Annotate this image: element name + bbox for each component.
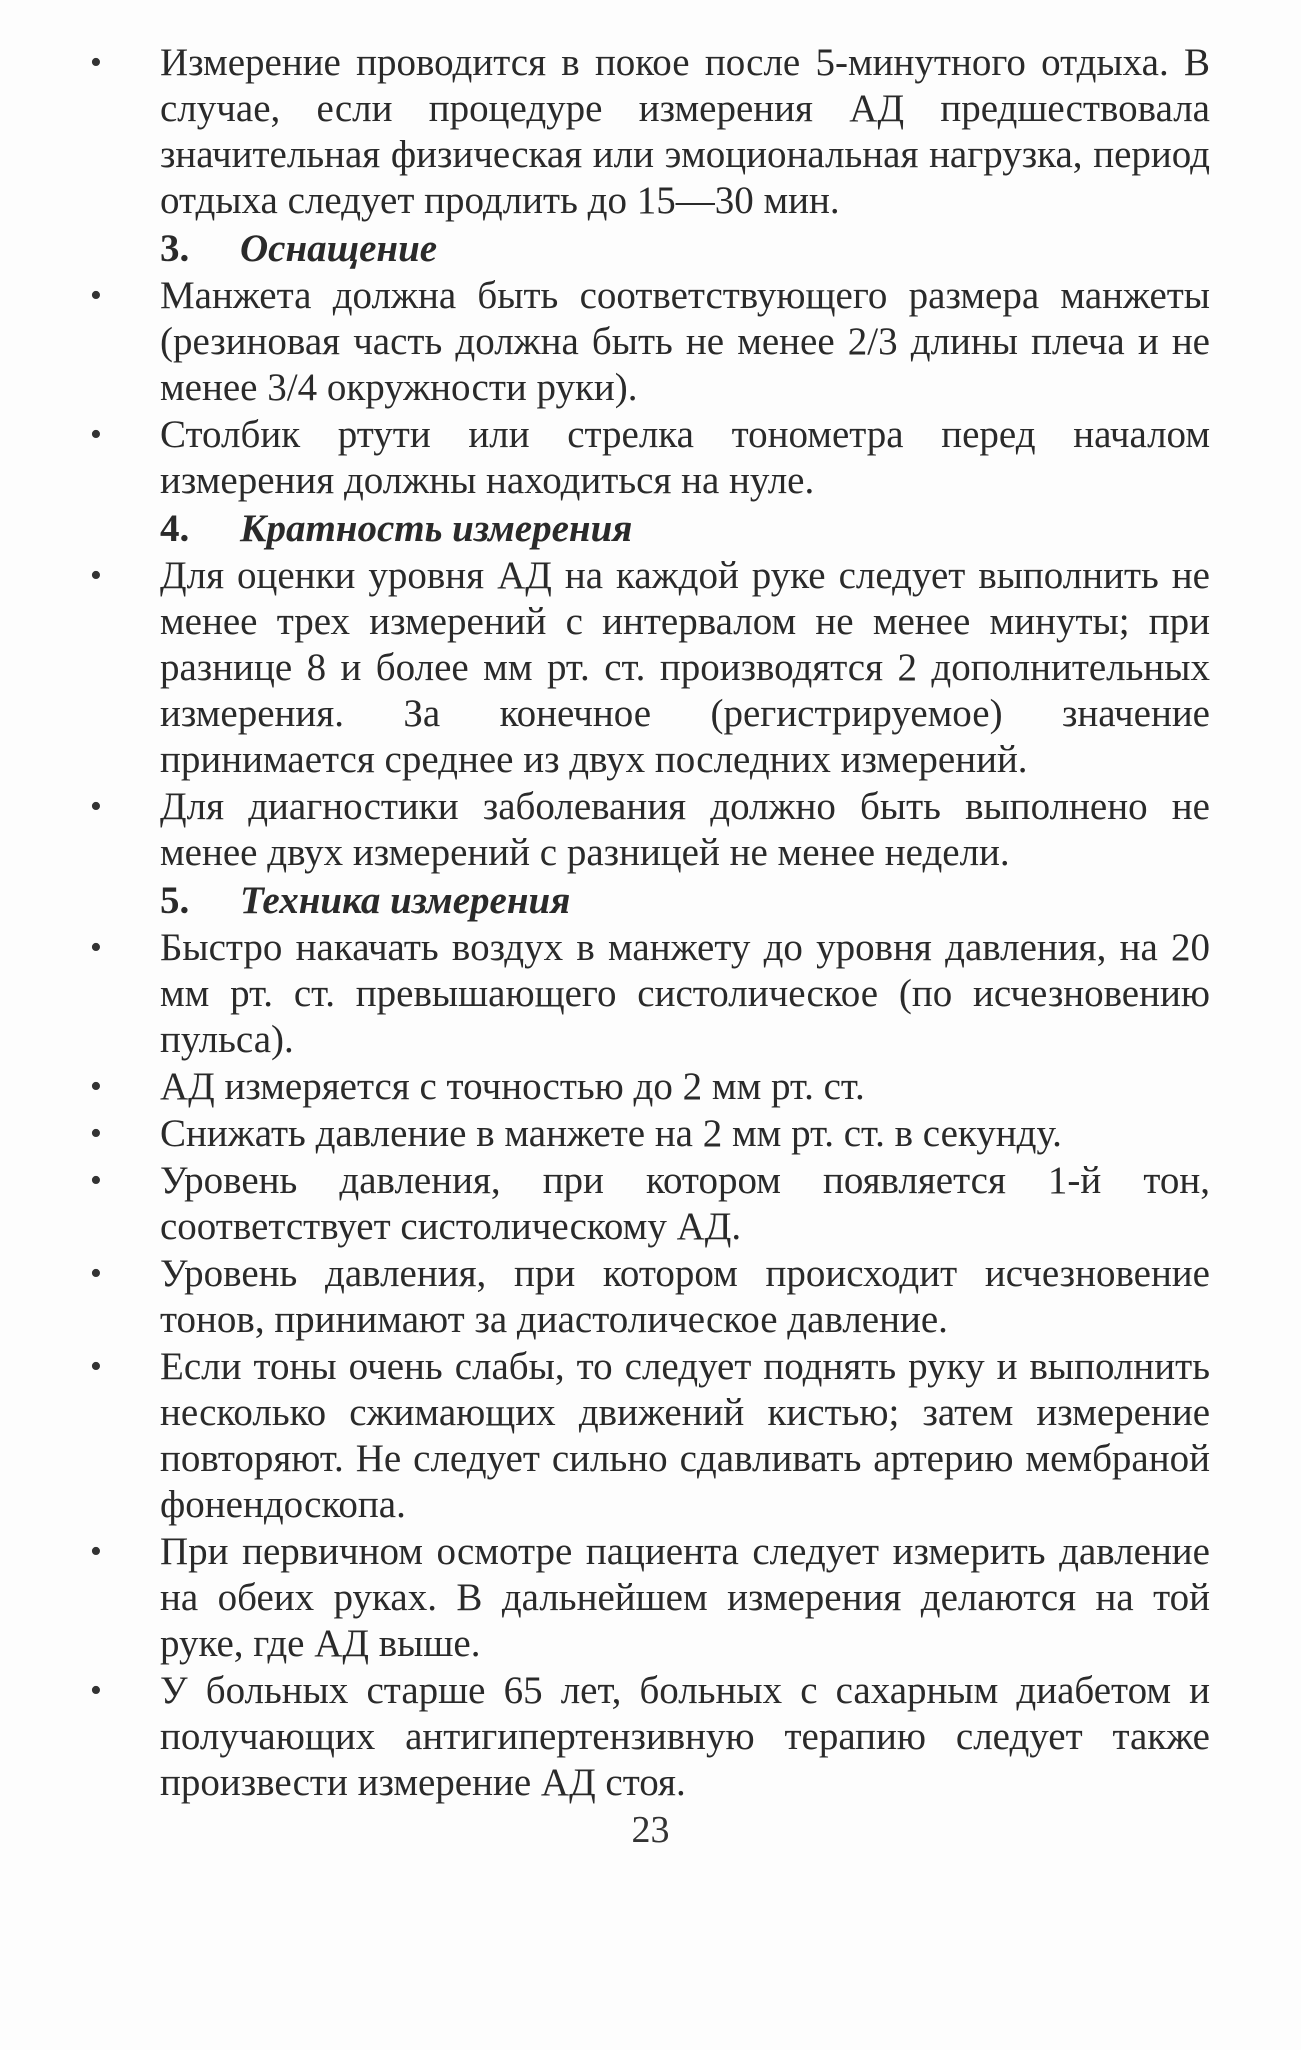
list-item <box>60 925 1210 1063</box>
bullet-icon: • <box>90 44 102 81</box>
list-item-text: Снижать давление в манжете на 2 мм рт. ст. в секунду. <box>160 1112 1062 1155</box>
list-item <box>60 40 1210 224</box>
list-item-text: Манжета должна быть соответствующего размера манжеты (резиновая часть должна быть не менее 2/3 длины плеча и не менее 3/4 окружности руки). <box>160 274 1210 409</box>
list-item-text: Для оценки уровня АД на каждой руке следует выполнить не менее трех измерений с интервалом не менее минуты; при разнице 8 и более мм рт. ст. производятся 2 дополнительных измерения. За конечное (регистрируемое) значение принимается среднее из двух последних измерений. <box>160 554 1210 781</box>
list-item-text: Если тоны очень слабы, то следует поднять руку и выполнить несколько сжимающих движений кистью; затем измерение повторяют. Не следует сильно сдавливать артерию мембраной фонендоскопа. <box>160 1345 1210 1526</box>
bullet-icon: • <box>90 1533 102 1570</box>
section-heading-frequency <box>60 506 1210 552</box>
section-heading-equipment <box>60 226 1210 272</box>
bullet-icon: • <box>90 1672 102 1709</box>
list-item <box>60 1251 1210 1343</box>
page-number: 23 <box>631 1809 670 1851</box>
bullet-icon: • <box>90 1115 102 1152</box>
list-item <box>60 1111 1210 1157</box>
section-title: Кратность измерения <box>240 507 633 550</box>
bullet-icon: • <box>90 1162 102 1199</box>
list-item <box>60 1344 1210 1528</box>
list-item-text: У больных старше 65 лет, больных с сахарным диабетом и получающих антигипертензивную терапию следует также произвести измерение АД стоя. <box>160 1669 1210 1804</box>
list-item <box>60 553 1210 783</box>
list-item-text: АД измеряется с точностью до 2 мм рт. ст. <box>160 1065 865 1108</box>
bullet-icon: • <box>90 1255 102 1292</box>
section-number: 4. <box>160 507 190 550</box>
list-item-text: Для диагностики заболевания должно быть выполнено не менее двух измерений с разницей не менее недели. <box>160 785 1210 874</box>
bullet-icon: • <box>90 788 102 825</box>
list-item-text: Измерение проводится в покое после 5-минутного отдыха. В случае, если процедуре измерения АД предшествовала значительная физическая или эмоциональная нагрузка, период отдыха следует продлить до 15—30 мин. <box>160 41 1210 222</box>
section-title: Техника измерения <box>240 879 571 922</box>
list-item-text: Уровень давления, при котором появляется 1-й тон, соответствует систолическому АД. <box>160 1159 1210 1248</box>
list-item <box>60 412 1210 504</box>
bullet-icon: • <box>90 557 102 594</box>
bullet-icon: • <box>90 929 102 966</box>
page-content <box>60 40 1210 1807</box>
list-item <box>60 784 1210 876</box>
bullet-icon: • <box>90 1068 102 1105</box>
section-heading-technique <box>60 878 1210 924</box>
list-item-text: Быстро накачать воздух в манжету до уровня давления, на 20 мм рт. ст. превышающего систолическое (по исчезновению пульса). <box>160 926 1210 1061</box>
list-item-text: Столбик ртути или стрелка тонометра перед началом измерения должны находиться на нуле. <box>160 413 1210 502</box>
list-item <box>60 1064 1210 1110</box>
list-item <box>60 1668 1210 1806</box>
list-item-text: При первичном осмотре пациента следует измерить давление на обеих руках. В дальнейшем измерения делаются на той руке, где АД выше. <box>160 1530 1210 1665</box>
bullet-icon: • <box>90 277 102 314</box>
section-title: Оснащение <box>240 227 438 270</box>
section-number: 5. <box>160 879 190 922</box>
bullet-icon: • <box>90 1348 102 1385</box>
list-item <box>60 1158 1210 1250</box>
list-item <box>60 273 1210 411</box>
bullet-icon: • <box>90 416 102 453</box>
section-number: 3. <box>160 227 190 270</box>
list-item-text: Уровень давления, при котором происходит исчезновение тонов, принимают за диастолическое давление. <box>160 1252 1210 1341</box>
list-item <box>60 1529 1210 1667</box>
